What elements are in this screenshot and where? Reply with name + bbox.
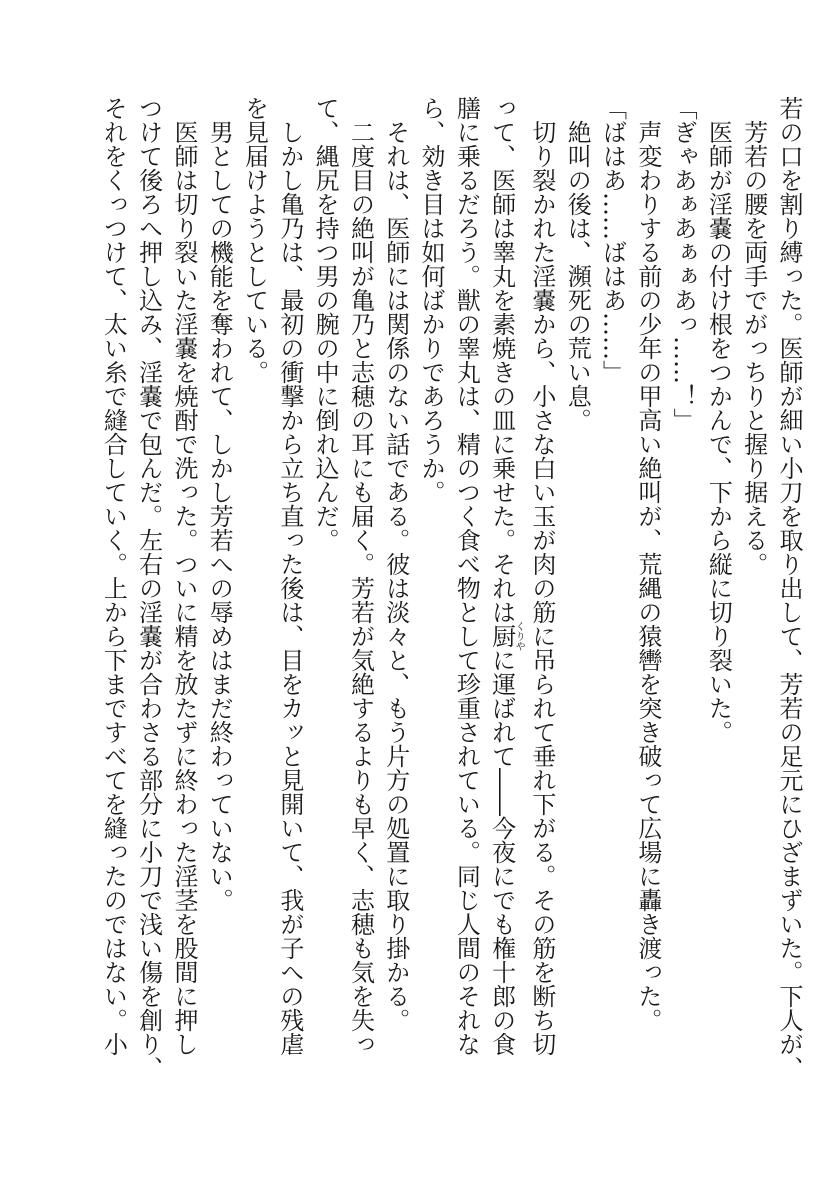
ruby-reading: くりや [513,621,525,651]
text-line: 膳に乗るだろう。獣の睾丸は、精のつく食べ物として珍重されている。同じ人間のそれな [452,96,481,1056]
text-line: 芳若の腰を両手でがっちりと握り据える。 [739,120,768,576]
text-line: 「ばはあ……ばはあ……」 [598,96,627,384]
text-line: て、縄尻を持つ男の腕の中に倒れ込んだ。 [311,96,340,552]
text-line: 「ぎゃあぁあぁぁあっ……！」 [669,96,698,432]
ruby-base: 厨 [487,621,516,651]
text-line: 医師は切り裂いた淫嚢を焼酎で洗った。ついに精を放たずに終わった淫茎を股間に押し [169,120,198,1056]
text-line: 男としての機能を奪われて、しかし芳若への辱めはまだ終わっていない。 [205,120,234,912]
text-segment: に運ばれて――今夜にでも権十郎の食 [487,648,516,1056]
text-line: それは、医師には関係のない話である。彼は淡々と、もう片方の処置に取り掛かる。 [381,120,410,1032]
text-segment: って、医師は睾丸を素焼きの皿に乗せた。それは [487,96,516,624]
text-line: ら、効き目は如何ばかりであろうか。 [417,96,446,504]
text-line: つけて後ろへ押し込み、淫嚢で包んだ。左右の淫嚢が合わさる部分に小刀で浅い傷を創り、 [134,96,163,1080]
text-line-with-ruby [483,96,525,1056]
text-line: 絶叫の後は、瀕死の荒い息。 [563,120,592,432]
vertical-text-body [95,96,806,1080]
text-line: 切り裂かれた淫嚢から、小さな白い玉が肉の筋に吊られて垂れ下がる。その筋を断ち切 [527,120,556,1056]
text-line: 医師が淫嚢の付け根をつかんで、下から縦に切り裂いた。 [704,120,733,744]
text-line: 二度目の絶叫が亀乃と志穂の耳にも届く。芳若が気絶するよりも早く、志穂も気を失っ [346,120,375,1056]
text-line: 若の口を割り縛った。医師が細い小刀を取り出して、芳若の足元にひざまずいた。下人が、 [775,96,803,1080]
ruby-word [487,621,525,651]
text-line: 声変わりする前の少年の甲高い絶叫が、荒縄の猿轡を突き破って広場に轟き渡った。 [633,120,662,1032]
text-line: しかし亀乃は、最初の衝撃から立ち直った後は、目をカッと見開いて、我が子への残虐 [275,120,304,1056]
text-line: それをくっつけて、太い糸で縫合していく。上から下まですべてを縫ったのではない。小 [99,96,128,1056]
text-line: を見届けようとしている。 [240,96,269,384]
